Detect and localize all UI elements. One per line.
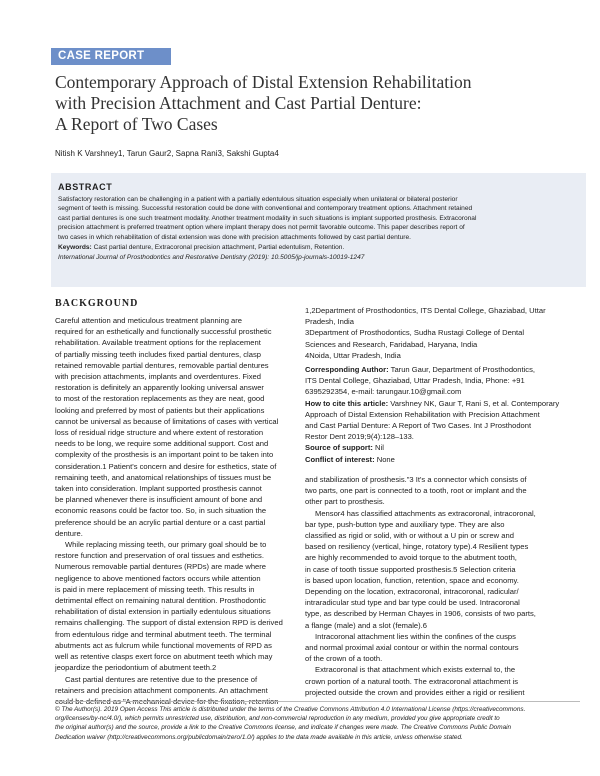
title-line: A Report of Two Cases <box>55 114 218 134</box>
support-label: Source of support: <box>305 443 373 453</box>
text-line: complexity of the prosthesis is an important point to be taken into <box>55 450 274 460</box>
text-line: from edentulous ridge and terminal abutment teeth. The terminal <box>55 629 272 639</box>
text-line: and stabilization of prosthesis."3 It's a connector which consists of <box>305 475 527 484</box>
paragraph <box>55 539 298 673</box>
text-line: other part to prosthesis. <box>305 497 385 507</box>
text-line: precision attachment is preferred treatment option where implant therapy does not permit favorable outcome. This paper describes report of <box>58 224 465 232</box>
text-line: taken into consideration. Implant supported prosthesis cannot <box>55 484 262 494</box>
text-line: two cases in which rehabilitation of distal extension was done with precision attachments followed by cast partial denture. <box>58 233 411 241</box>
text-line: While replacing missing teeth, our primary goal should be to <box>65 540 267 550</box>
left-column <box>55 298 298 707</box>
text-line: restore function and preservation of oral tissues and esthetics. <box>55 551 264 561</box>
cite-label: How to cite this article: <box>305 398 389 408</box>
text-line: to most of the restoration replacements as they are neat, good <box>55 394 265 404</box>
text-line: retained removable partial dentures, removable partial dentures <box>55 360 269 370</box>
text-line: loss of residual ridge structure and where extent of restoration <box>55 428 264 438</box>
paragraph <box>55 315 298 539</box>
text-line: remains challenging. The support of distal extension RPD is derived <box>55 618 283 628</box>
corresponding-author <box>305 364 580 375</box>
conflict-value: None <box>374 454 395 464</box>
text-line: needs to be long, we require some additional support. Cost and <box>55 439 269 449</box>
text-line: cast partial dentures is one such treatment modality. Another treatment modality in such situations is implant supported prosthesis. Extracoronal <box>58 214 477 222</box>
text-line: jeopardize the periodontium of abutment teeth.2 <box>55 663 217 673</box>
text-line: denture. <box>55 528 83 538</box>
conflict-of-interest <box>305 454 580 465</box>
footer-divider <box>55 701 580 702</box>
text-line: 4Noida, Uttar Pradesh, India <box>305 350 401 360</box>
text-line: consideration.1 Patient's concern and desire for esthetics, state of <box>55 461 277 471</box>
abstract-text <box>58 195 579 242</box>
right-column <box>305 474 577 698</box>
text-line: negligence to above mentioned factors occurs while attention <box>55 573 261 583</box>
text-line: be planned whenever there is insufficient amount of bone and <box>55 495 263 505</box>
text-line: based on resiliency (vertical, hinge, rotatory type).4 Resilient types <box>305 542 529 552</box>
case-report-tag: CASE REPORT <box>51 48 171 65</box>
text-line: Extracoronal is that attachment which exists external to, the <box>315 665 516 675</box>
text-line: of partially missing teeth includes fixed partial dentures, clasp <box>55 349 261 359</box>
keywords-text: Cast partial denture, Extracoronal precision attachment, Partial edentulism, Retention. <box>93 244 345 252</box>
text-line: org/licenses/by-nc/4.0/), which permits unrestricted use, distribution, and non-commercial reproduction in any medium, provided you give appropriate credit to <box>55 715 500 723</box>
text-line: remaining teeth, and anatomical relationships of tissues must be <box>55 472 272 482</box>
keywords <box>58 243 579 252</box>
text-line: is paid in mere replacement of missing teeth. This results in <box>55 584 255 594</box>
text-line: Sciences and Research, Faridabad, Haryana, India <box>305 339 478 349</box>
cite-line: Varshney NK, Gaur T, Rani S, et al. Contemporary <box>388 398 560 408</box>
corr-line: 6395292354, e-mail: tarungaur.10@gmail.com <box>305 387 462 397</box>
text-line: a flange (male) and a slot (female).6 <box>305 620 427 630</box>
title-line: with Precision Attachment and Cast Partial Denture: <box>55 93 422 113</box>
text-line: Depending on the location, extracoronal, intracoronal, radicular/ <box>305 587 519 597</box>
text-line: projected outside the crown and provides either a rigid or resilient <box>305 687 525 697</box>
text-line: retainers and precision attachment components. An attachment <box>55 685 268 695</box>
text-line: and normal proximal axial contour or within the normal contours <box>305 643 519 653</box>
text-line: are highly recommended to avoid torque to the abutment tooth, <box>305 553 517 563</box>
corr-label: Corresponding Author: <box>305 365 389 375</box>
corr-line: ITS Dental College, Ghaziabad, Uttar Pradesh, India, Phone: +91 <box>305 376 525 386</box>
cite-line: Approach of Distal Extension Rehabilitation with Precision Attachment <box>305 409 540 419</box>
affiliation-lines <box>305 305 580 361</box>
source-of-support <box>305 442 580 453</box>
text-line: economic reasons could be factor too. So, in such situation the <box>55 506 267 516</box>
text-line: with precision attachments, implants and overdentures. Fixed <box>55 372 261 382</box>
title-line: Contemporary Approach of Distal Extension Rehabilitation <box>55 72 472 92</box>
text-line: well as retentive clasps exert force on abutment teeth which may <box>55 652 273 662</box>
text-line: abutments act as fulcrum while functional movements of RPD as <box>55 640 272 650</box>
author-list: Nitish K Varshney1, Tarun Gaur2, Sapna Rani3, Sakshi Gupta4 <box>55 149 279 158</box>
text-line: 3Department of Prosthodontics, Sudha Rustagi College of Dental <box>305 328 525 338</box>
text-line: two parts, one part is connected to a tooth, root or implant and the <box>305 486 527 496</box>
text-line: bar type, push-button type and auxiliary type. They are also <box>305 519 505 529</box>
text-line: intraradicular stud type and bar type could be used. Intracoronal <box>305 598 520 608</box>
section-heading-background: BACKGROUND <box>55 298 139 309</box>
text-line: preference should be an acrylic partial denture or a cast partial <box>55 517 266 527</box>
text-line: © The Author(s). 2019 Open Access This article is distributed under the terms of the Creative Commons Attribution 4.0 International License (https://creativecommons. <box>55 706 526 713</box>
corr-line: Tarun Gaur, Department of Prosthodontics, <box>388 365 535 375</box>
text-line: is based upon location, function, retention, space and economy. <box>305 575 519 585</box>
cite-line: Restor Dent 2019;9(4):128–133. <box>305 432 414 442</box>
text-line: in case of tooth tissue supported prosthesis.5 Selection criteria <box>305 564 516 574</box>
text-line: classified as rigid or solid, with or without a U pin or screw and <box>305 531 514 541</box>
text-line: Careful attention and meticulous treatment planning are <box>55 316 243 325</box>
paragraph <box>305 474 577 508</box>
license-footer <box>55 705 580 742</box>
text-line: crown portion of a natural tooth. The extracoronal attachment is <box>305 676 519 686</box>
text-line: of the crown of a tooth. <box>305 654 383 664</box>
abstract-box <box>51 173 586 287</box>
text-line: the original author(s) and the source, provide a link to the Creative Commons license, and indicate if changes were made. The Creative Commons Public Domain <box>55 724 512 732</box>
affiliations-block <box>305 305 580 465</box>
journal-citation: International Journal of Prosthodontics and Restorative Dentistry (2019): 10.5005/jp-journals-10019-1247 <box>58 254 365 262</box>
conflict-label: Conflict of interest: <box>305 454 375 464</box>
text-line: type, as described by Herman Chayes in 1906, consists of two parts, <box>305 609 536 619</box>
cite-line: and Cast Partial Denture: A Report of Two Cases. Int J Prosthodont <box>305 421 532 431</box>
text-line: required for an esthetically and functionally successful prosthetic <box>55 327 272 337</box>
text-line: Pradesh, India <box>305 317 354 327</box>
text-line: segment of teeth is missing. Successful restoration could be done with conventional and contemporary treatment options. Attachment retained <box>58 205 473 213</box>
text-line: Dedication waiver (http://creativecommons.org/publicdomain/zero/1.0/) applies to the data made available in this article, unless otherwise stated. <box>55 733 463 741</box>
text-line: rehabilitation. Available treatment options for the replacement <box>55 338 261 348</box>
keywords-label: Keywords: <box>58 244 92 252</box>
text-line: restoration is definitely an apparently looking universal answer <box>55 383 264 393</box>
paragraph <box>55 674 298 708</box>
how-to-cite <box>305 398 580 409</box>
paragraph <box>305 664 577 698</box>
text-line: Intracoronal attachment lies within the confines of the cusps <box>315 631 516 641</box>
text-line: 1,2Department of Prosthodontics, ITS Dental College, Ghaziabad, Uttar <box>305 306 546 315</box>
text-line: Satisfactory restoration can be challenging in a patient with a partially edentulous situation especially when unilateral or bilateral posterior <box>58 196 458 203</box>
paragraph <box>305 631 577 665</box>
text-line: rehabilitation of distal extension in partially edentulous situations <box>55 607 271 617</box>
text-line: detrimental effect on remaining natural dentition. Prosthodontic <box>55 596 266 606</box>
text-line: Cast partial dentures are retentive due to the presence of <box>65 674 258 684</box>
support-value: Nil <box>372 443 384 453</box>
text-line: cannot be universal as because of limitations of cases with vertical <box>55 416 279 426</box>
article-title <box>55 72 575 135</box>
text-line: looking and preferred by most of patients but their applications <box>55 405 265 415</box>
text-line: Numerous removable partial dentures (RPDs) are made where <box>55 562 267 572</box>
paragraph <box>305 508 577 631</box>
text-line: Mensor4 has classified attachments as extracoronal, intracoronal, <box>315 508 536 518</box>
abstract-heading: ABSTRACT <box>58 182 113 192</box>
